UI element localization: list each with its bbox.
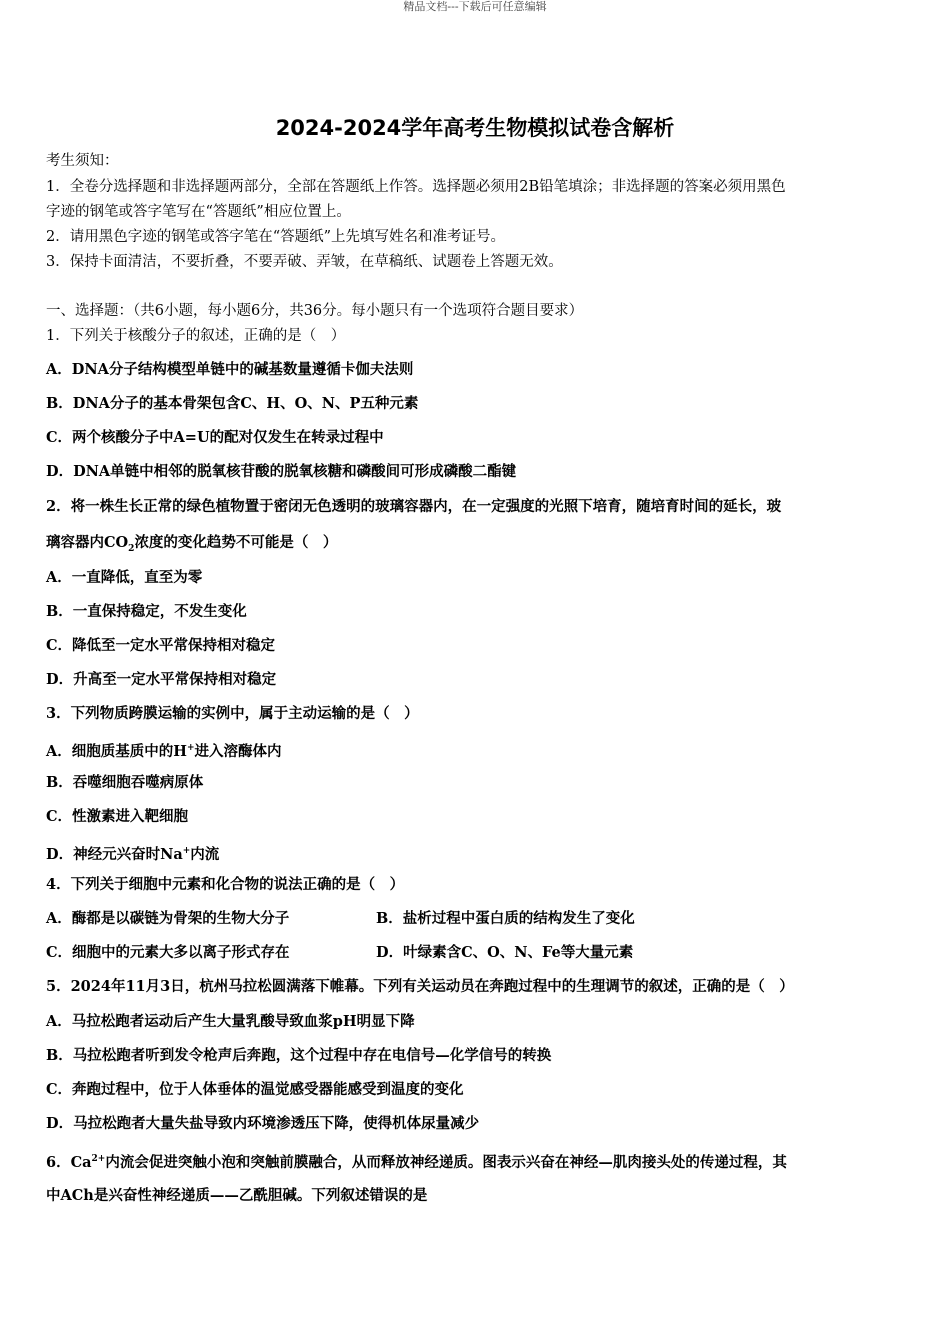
- q3-option-a: [46, 738, 282, 762]
- q6-stem-post: 内流会促进突触小泡和突触前膜融合，从而释放神经递质。图表示兴奋在神经—肌肉接头处的传递过程，其: [105, 1153, 787, 1171]
- notice-heading: 考生须知：: [46, 153, 119, 169]
- q4-option-c: C．细胞中的元素大多以离子形式存在: [46, 944, 290, 961]
- q5-option-b: B．马拉松跑者听到发令枪声后奔跑，这个过程中存在电信号—化学信号的转换: [46, 1047, 552, 1064]
- q2-stem-line1: 2．将一株生长正常的绿色植物置于密闭无色透明的玻璃容器内，在一定强度的光照下培育，随培育时间的延长，玻: [46, 498, 782, 515]
- q2-stem-pre: 璃容器内CO: [46, 534, 129, 551]
- q1-option-a: A．DNA分子结构模型单链中的碱基数量遵循卡伽夫法则: [46, 361, 414, 378]
- q5-option-d: D．马拉松跑者大量失盐导致内环境渗透压下降，使得机体尿量减少: [46, 1115, 480, 1132]
- q4-option-a: A．酶都是以碳链为骨架的生物大分子: [46, 910, 290, 927]
- q2-stem-line2: [46, 533, 337, 559]
- q2-stem-sub: 2: [128, 543, 135, 554]
- q6-stem-line2: 中ACh是兴奋性神经递质——乙酰胆碱。下列叙述错误的是: [46, 1187, 428, 1204]
- q3-a-post: 进入溶酶体内: [194, 742, 282, 760]
- q2-option-d: D．升高至一定水平常保持相对稳定: [46, 671, 277, 688]
- q4-option-d: D．叶绿素含C、O、N、Fe等大量元素: [376, 944, 634, 961]
- q3-d-post: 内流: [190, 845, 220, 863]
- q4-option-b: B．盐析过程中蛋白质的结构发生了变化: [376, 910, 635, 927]
- notice-item-2: 2．请用黑色字迹的钢笔或答字笔在“答题纸”上先填写姓名和准考证号。: [46, 229, 506, 245]
- q3-option-c: C．性激素进入靶细胞: [46, 808, 189, 825]
- q3-a-sup: +: [186, 743, 195, 753]
- q2-option-a: A．一直降低，直至为零: [46, 569, 203, 586]
- header-note: 精品文档---下载后可任意编辑: [403, 0, 547, 13]
- q1-stem: 1．下列关于核酸分子的叙述，正确的是（ ）: [46, 328, 346, 344]
- q6-stem-line1: [46, 1149, 787, 1173]
- q2-option-b: B．一直保持稳定，不发生变化: [46, 603, 247, 620]
- q1-option-c: C．两个核酸分子中A=U的配对仅发生在转录过程中: [46, 429, 384, 446]
- notice-item-1-cont: 字迹的钢笔或答字笔写在“答题纸”相应位置上。: [46, 204, 351, 220]
- q6-stem-sup: 2+: [91, 1154, 106, 1164]
- q2-stem-post: 浓度的变化趋势不可能是（ ）: [134, 534, 338, 551]
- q3-d-sup: +: [182, 846, 191, 856]
- q3-d-pre: D．神经元兴奋时Na: [46, 845, 183, 863]
- q3-a-pre: A．细胞质基质中的H: [46, 742, 187, 760]
- section-heading: 一、选择题：（共6小题，每小题6分，共36分。每小题只有一个选项符合题目要求）: [46, 303, 584, 319]
- q3-stem: 3．下列物质跨膜运输的实例中，属于主动运输的是（ ）: [46, 705, 419, 722]
- q3-option-b: B．吞噬细胞吞噬病原体: [46, 774, 204, 791]
- notice-item-1: 1．全卷分选择题和非选择题两部分，全部在答题纸上作答。选择题必须用2B铅笔填涂；非选择题的答案必须用黑色: [46, 179, 786, 195]
- q5-stem: 5．2024年11月3日，杭州马拉松圆满落下帷幕。下列有关运动员在奔跑过程中的生理调节的叙述，正确的是（ ）: [46, 978, 794, 995]
- q5-option-a: A．马拉松跑者运动后产生大量乳酸导致血浆pH明显下降: [46, 1013, 415, 1030]
- q5-option-c: C．奔跑过程中，位于人体垂体的温觉感受器能感受到温度的变化: [46, 1081, 464, 1098]
- q1-option-d: D．DNA单链中相邻的脱氧核苷酸的脱氧核糖和磷酸间可形成磷酸二酯键: [46, 463, 517, 480]
- q2-option-c: C．降低至一定水平常保持相对稳定: [46, 637, 276, 654]
- q1-option-b: B．DNA分子的基本骨架包含C、H、O、N、P五种元素: [46, 395, 419, 412]
- page-title: 2024-2024学年高考生物模拟试卷含解析: [275, 116, 675, 140]
- q3-option-d: [46, 841, 219, 865]
- q4-stem: 4．下列关于细胞中元素和化合物的说法正确的是（ ）: [46, 876, 405, 893]
- notice-item-3: 3．保持卡面清洁，不要折叠，不要弄破、弄皱，在草稿纸、试题卷上答题无效。: [46, 254, 563, 270]
- q6-stem-pre: 6．Ca: [46, 1153, 92, 1171]
